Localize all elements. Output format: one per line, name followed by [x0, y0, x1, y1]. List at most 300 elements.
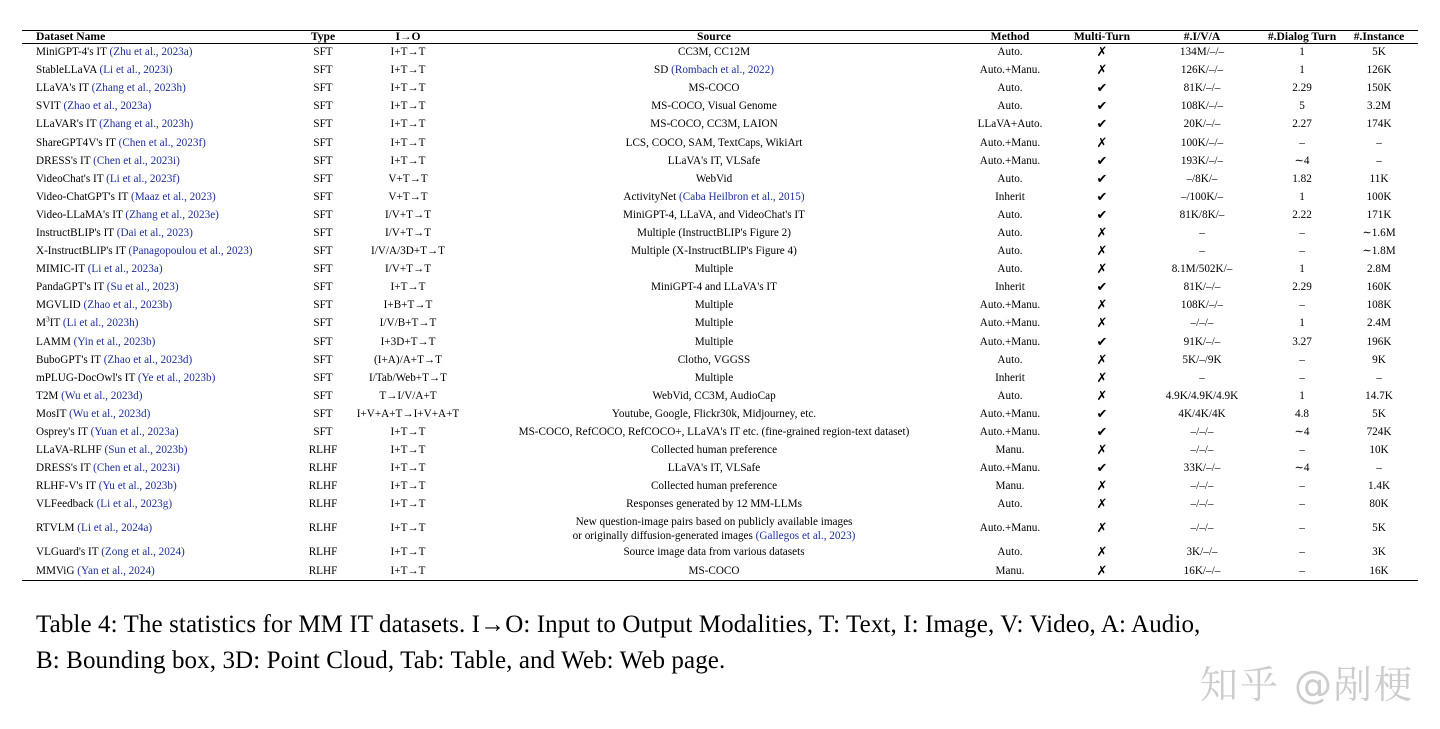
cell-io-modality: I/V+T→T — [384, 226, 432, 239]
cell-source: LCS, COCO, SAM, TextCaps, WikiArt — [625, 136, 803, 149]
dataset-name-text: LLaVA's IT — [36, 82, 89, 95]
column-header-multi-turn: Multi-Turn — [1073, 30, 1131, 43]
cell-source: LLaVA's IT, VLSafe — [667, 154, 761, 167]
source-line-1: New question-image pairs based on publicly available images — [575, 516, 853, 529]
cell-multi-turn — [1056, 134, 1148, 152]
table-row — [22, 279, 1418, 297]
cell-method: Auto.+Manu. — [979, 299, 1041, 312]
dataset-citation[interactable]: (Zhang et al., 2023h) — [99, 118, 194, 131]
cell-io-modality: I+T→T — [390, 546, 426, 559]
dataset-name-text: VLFeedback — [36, 498, 94, 511]
cross-icon: ✗ — [1096, 497, 1108, 513]
dataset-name-text: Video-LLaMA's IT — [36, 208, 123, 221]
cell-instance-count: 9K — [1372, 353, 1386, 366]
cell-method: Manu. — [995, 564, 1025, 577]
cell-iva-count: 91K/–/– — [1183, 335, 1221, 348]
dataset-name-text: RLHF-V's IT — [36, 480, 96, 493]
source-citation[interactable]: (Caba Heilbron et al., 2015) — [679, 190, 805, 203]
cell-source: ActivityNet (Caba Heilbron et al., 2015) — [623, 190, 805, 203]
dataset-name-text: ShareGPT4V's IT — [36, 136, 116, 149]
cell-dataset-name — [22, 62, 294, 80]
cell-multi-turn — [1056, 152, 1148, 170]
cell-source: Responses generated by 12 MM-LLMs — [626, 498, 802, 511]
table-row — [22, 134, 1418, 152]
cross-icon: ✗ — [1096, 388, 1108, 404]
cell-type: SFT — [313, 82, 333, 95]
cell-type: SFT — [313, 299, 333, 312]
dataset-name-text: SVIT — [36, 100, 61, 113]
cell-instance-count: 108K — [1366, 299, 1392, 312]
cell-method: Manu. — [995, 480, 1025, 493]
cell-multi-turn — [1056, 424, 1148, 442]
cell-type: SFT — [313, 190, 333, 203]
dataset-citation[interactable]: (Zhao et al., 2023b) — [83, 299, 173, 312]
cell-instance-count: 174K — [1366, 118, 1392, 131]
cell-iva-count: –/–/– — [1190, 498, 1214, 511]
cell-iva-count: – — [1199, 371, 1205, 384]
cell-dialog-turn: 2.27 — [1292, 118, 1312, 131]
cell-dataset-name — [22, 544, 294, 562]
cell-iva-count: 4.9K/4.9K/4.9K — [1165, 389, 1239, 402]
cell-source: MS-COCO — [688, 82, 740, 95]
table-caption — [36, 607, 1408, 678]
cell-method: Auto.+Manu. — [979, 64, 1041, 77]
cell-source: Multiple — [694, 371, 734, 384]
cell-source — [464, 514, 964, 544]
cell-method: Auto.+Manu. — [979, 154, 1041, 167]
table-row — [22, 405, 1418, 423]
cell-dialog-turn: – — [1299, 371, 1305, 384]
table-row — [22, 544, 1418, 562]
cell-instance-count: – — [1376, 154, 1382, 167]
column-header-dialog-turn: #.Dialog Turn — [1267, 30, 1337, 43]
cell-dataset-name — [22, 514, 294, 544]
dataset-citation[interactable]: (Panagopoulou et al., 2023) — [128, 245, 253, 258]
table-row — [22, 225, 1418, 243]
cell-iva-count: –/8K/– — [1186, 172, 1218, 185]
cell-dataset-name — [22, 279, 294, 297]
check-icon: ✔ — [1096, 117, 1108, 133]
dataset-citation[interactable]: (Li et al., 2023g) — [96, 498, 173, 511]
cell-source: Multiple (InstructBLIP's Figure 2) — [637, 226, 791, 239]
cell-method: Auto. — [997, 498, 1023, 511]
check-icon: ✔ — [1096, 207, 1108, 223]
table-row — [22, 351, 1418, 369]
cell-dataset-name — [22, 206, 294, 224]
cell-dataset-name — [22, 387, 294, 405]
cell-instance-count: 160K — [1366, 281, 1392, 294]
cell-iva-count: 16K/–/– — [1183, 564, 1221, 577]
check-icon: ✔ — [1096, 461, 1108, 477]
dataset-name-text: VideoChat's IT — [36, 172, 104, 185]
cell-dialog-turn: – — [1299, 546, 1305, 559]
cell-dialog-turn: 1.82 — [1292, 172, 1312, 185]
cell-source: MS-COCO, Visual Genome — [651, 100, 777, 113]
cell-iva-count: –/–/– — [1190, 444, 1214, 457]
cell-multi-turn — [1056, 460, 1148, 478]
cell-source: Youtube, Google, Flickr30k, Midjourney, etc. — [611, 407, 817, 420]
cell-type: SFT — [313, 172, 333, 185]
cell-source: Collected human preference — [650, 444, 778, 457]
cell-type: SFT — [313, 208, 333, 221]
dataset-citation[interactable]: (Chen et al., 2023i) — [93, 462, 180, 475]
table-row — [22, 478, 1418, 496]
cell-type: SFT — [313, 371, 333, 384]
cell-instance-count: 150K — [1366, 82, 1392, 95]
cell-dialog-turn: ∼4 — [1294, 462, 1310, 475]
table-row — [22, 152, 1418, 170]
cell-instance-count: 724K — [1366, 426, 1392, 438]
dataset-citation[interactable]: (Zhu et al., 2023a) — [109, 46, 193, 59]
dataset-citation[interactable]: (Zhao et al., 2023d) — [103, 353, 193, 366]
cell-method: Auto. — [997, 263, 1023, 276]
dataset-citation[interactable]: (Ye et al., 2023b) — [137, 371, 216, 384]
cell-source: MiniGPT-4, LLaVA, and VideoChat's IT — [623, 208, 805, 221]
cell-source: MiniGPT-4 and LLaVA's IT — [650, 281, 777, 294]
cell-io-modality: I+T→T — [390, 426, 426, 438]
cell-source: LLaVA's IT, VLSafe — [667, 462, 761, 475]
cell-source: Collected human preference — [650, 480, 778, 493]
cell-dataset-name — [22, 225, 294, 243]
table-row — [22, 243, 1418, 261]
cell-io-modality: V+T→T — [388, 190, 428, 203]
cell-iva-count: 4K/4K/4K — [1178, 407, 1226, 420]
dataset-citation[interactable]: (Zhang et al., 2023e) — [125, 208, 219, 221]
cell-method: Auto.+Manu. — [979, 335, 1041, 348]
dataset-citation[interactable]: (Zhang et al., 2023h) — [91, 82, 186, 95]
column-header-type: Type — [310, 30, 336, 43]
cell-dialog-turn: – — [1299, 444, 1305, 457]
cell-multi-turn — [1056, 297, 1148, 315]
cell-dataset-name — [22, 369, 294, 387]
table-row — [22, 62, 1418, 80]
cell-source: CC3M, CC12M — [677, 46, 751, 59]
table-row — [22, 424, 1418, 442]
cell-source: SD (Rombach et al., 2022) — [654, 64, 774, 77]
cell-io-modality: I+T→T — [390, 498, 426, 511]
cell-dialog-turn: ∼4 — [1294, 154, 1310, 167]
cell-io-modality: I+T→T — [390, 136, 426, 149]
cell-dialog-turn: 1 — [1299, 263, 1305, 276]
cell-source: Multiple (X-InstructBLIP's Figure 4) — [631, 245, 797, 258]
dataset-name-text: LAMM — [36, 335, 71, 348]
cell-iva-count: 81K/8K/– — [1179, 208, 1225, 221]
table-row — [22, 297, 1418, 315]
cell-method: Auto. — [997, 172, 1023, 185]
check-icon: ✔ — [1096, 280, 1108, 296]
dataset-citation[interactable]: (Yan et al., 2024) — [77, 564, 155, 577]
cross-icon: ✗ — [1096, 563, 1108, 579]
table-row — [22, 44, 1418, 62]
dataset-name-text: MiniGPT-4's IT — [36, 46, 107, 59]
cell-type: RLHF — [308, 444, 338, 457]
dataset-citation[interactable]: (Li et al., 2023h) — [62, 317, 139, 330]
cell-multi-turn — [1056, 243, 1148, 261]
cell-type: SFT — [313, 100, 333, 113]
cell-dialog-turn: 2.29 — [1292, 82, 1312, 95]
cell-instance-count: 3K — [1372, 546, 1386, 559]
cell-iva-count: 193K/–/– — [1180, 154, 1224, 167]
caption-line-1: Table 4: The statistics for MM IT datasets. I→O: Input to Output Modalities, T: Text, I: Image, V: Video, A: Audio, — [36, 611, 1201, 639]
cell-dataset-name — [22, 170, 294, 188]
cell-method: Auto. — [997, 46, 1023, 59]
cross-icon: ✗ — [1096, 298, 1108, 314]
cell-multi-turn — [1056, 351, 1148, 369]
cell-dataset-name — [22, 562, 294, 581]
cell-dialog-turn: – — [1299, 353, 1305, 366]
dataset-name-text: MIMIC-IT — [36, 263, 85, 276]
cell-io-modality: I/V/A/3D+T→T — [370, 245, 446, 258]
cell-io-modality: I/Tab/Web+T→T — [369, 371, 447, 384]
dataset-name-text: X-InstructBLIP's IT — [36, 245, 126, 258]
cell-method: Auto.+Manu. — [979, 317, 1041, 330]
dataset-citation[interactable]: (Li et al., 2023a) — [87, 263, 163, 276]
cell-iva-count: 134M/–/– — [1179, 46, 1225, 59]
check-icon: ✔ — [1096, 334, 1108, 350]
cell-dataset-name — [22, 405, 294, 423]
cell-io-modality: I/V/B+T→T — [379, 317, 437, 330]
cell-io-modality: I+T→T — [390, 100, 426, 113]
cell-iva-count: 33K/–/– — [1183, 462, 1221, 475]
cell-source: Source image data from various datasets — [623, 546, 805, 559]
dataset-citation[interactable]: (Li et al., 2023f) — [106, 172, 180, 185]
cell-type: SFT — [313, 389, 333, 402]
cell-multi-turn — [1056, 261, 1148, 279]
cell-io-modality: I+3D+T→T — [380, 335, 436, 348]
cell-iva-count: – — [1199, 226, 1205, 239]
cross-icon: ✗ — [1096, 45, 1108, 61]
dataset-name-text: DRESS's IT — [36, 462, 91, 475]
dataset-name-text: MGVLID — [36, 299, 81, 312]
cell-io-modality: I+T→T — [390, 462, 426, 475]
cell-multi-turn — [1056, 369, 1148, 387]
header-row — [22, 31, 1418, 43]
cell-type: SFT — [313, 226, 333, 239]
cell-dialog-turn: ∼4 — [1294, 426, 1310, 438]
cross-icon: ✗ — [1096, 225, 1108, 241]
cell-io-modality: I+T→T — [390, 154, 426, 167]
dataset-citation[interactable]: (Zong et al., 2024) — [101, 546, 185, 559]
cell-method: Auto. — [997, 353, 1023, 366]
cell-method: Inherit — [995, 371, 1025, 384]
cell-instance-count: 5K — [1372, 407, 1386, 420]
dataset-name-text: LLaVAR's IT — [36, 118, 97, 131]
check-icon: ✔ — [1096, 425, 1108, 440]
table-row — [22, 261, 1418, 279]
cross-icon: ✗ — [1096, 352, 1108, 368]
cell-instance-count: 11K — [1369, 172, 1389, 185]
dataset-citation[interactable]: (Yu et al., 2023b) — [98, 480, 177, 493]
cell-type: SFT — [313, 317, 333, 330]
cross-icon: ✗ — [1096, 262, 1108, 278]
cell-instance-count: – — [1376, 462, 1382, 475]
column-header-method: Method — [990, 30, 1030, 43]
check-icon: ✔ — [1096, 406, 1108, 422]
bottom-rule — [22, 581, 1418, 582]
cell-dataset-name — [22, 460, 294, 478]
cross-icon: ✗ — [1096, 135, 1108, 151]
dataset-citation[interactable]: (Wu et al., 2023d) — [61, 389, 143, 402]
cross-icon: ✗ — [1096, 443, 1108, 459]
cell-instance-count: 1.4K — [1367, 480, 1391, 493]
dataset-name-text: Osprey's IT — [36, 426, 88, 438]
dataset-citation[interactable]: (Maaz et al., 2023) — [130, 190, 216, 203]
cell-multi-turn — [1056, 315, 1148, 333]
cell-source: Multiple — [694, 335, 734, 348]
table-row — [22, 442, 1418, 460]
cell-type: SFT — [313, 353, 333, 366]
cell-multi-turn — [1056, 496, 1148, 514]
cell-method: Auto. — [997, 208, 1023, 221]
table-row — [22, 387, 1418, 405]
cell-dialog-turn: – — [1299, 480, 1305, 493]
cell-method: Auto. — [997, 546, 1023, 559]
cell-method: Auto. — [997, 100, 1023, 113]
cell-dialog-turn: – — [1299, 522, 1305, 535]
cell-iva-count: 81K/–/– — [1183, 281, 1221, 294]
dataset-citation[interactable]: (Wu et al., 2023d) — [69, 407, 151, 420]
cell-iva-count: 3K/–/– — [1186, 546, 1218, 559]
cell-type: SFT — [313, 426, 333, 438]
watermark: 知乎 @剐梗 — [1199, 663, 1414, 707]
table-header — [22, 31, 1418, 44]
cell-instance-count: ∼1.6M — [1362, 226, 1396, 239]
cell-dialog-turn: 3.27 — [1292, 335, 1312, 348]
cell-source: Clotho, VGGSS — [677, 353, 751, 366]
dataset-citation[interactable]: (Yuan et al., 2023a) — [90, 426, 179, 438]
cell-instance-count: 100K — [1366, 190, 1392, 203]
cell-type: SFT — [313, 154, 333, 167]
cell-dataset-name — [22, 297, 294, 315]
dataset-citation[interactable]: (Li et al., 2023i) — [99, 64, 173, 77]
cell-dialog-turn: – — [1299, 299, 1305, 312]
cross-icon: ✗ — [1096, 244, 1108, 260]
cell-type: SFT — [313, 263, 333, 276]
cell-multi-turn — [1056, 279, 1148, 297]
cell-instance-count: 5K — [1372, 522, 1386, 535]
cell-dialog-turn: 5 — [1299, 100, 1305, 113]
cell-dataset-name — [22, 315, 294, 333]
table-row — [22, 170, 1418, 188]
cell-dialog-turn: – — [1299, 136, 1305, 149]
cell-iva-count: –/100K/– — [1180, 190, 1224, 203]
cell-type: RLHF — [308, 498, 338, 511]
cell-iva-count: –/–/– — [1190, 426, 1214, 438]
cell-method: Inherit — [995, 190, 1025, 203]
cell-multi-turn — [1056, 206, 1148, 224]
cell-dataset-name — [22, 44, 294, 62]
cell-dataset-name — [22, 243, 294, 261]
cell-method: Auto.+Manu. — [979, 426, 1041, 438]
cell-io-modality: I+T→T — [390, 281, 426, 294]
cell-multi-turn — [1056, 225, 1148, 243]
cell-type: SFT — [313, 245, 333, 258]
dataset-citation[interactable]: (Sun et al., 2023b) — [104, 444, 188, 457]
cell-iva-count: –/–/– — [1190, 480, 1214, 493]
cell-type: SFT — [313, 407, 333, 420]
cell-io-modality: I+V+A+T→I+V+A+T — [356, 407, 460, 420]
cell-multi-turn — [1056, 514, 1148, 544]
column-header-instance: #.Instance — [1353, 30, 1405, 43]
cell-source: MS-COCO, CC3M, LAION — [650, 118, 778, 131]
cell-method: Inherit — [995, 281, 1025, 294]
dataset-citation[interactable]: (Yin et al., 2023b) — [73, 335, 156, 348]
cell-method: Auto. — [997, 82, 1023, 95]
cell-dataset-name — [22, 351, 294, 369]
cell-multi-turn — [1056, 478, 1148, 496]
cell-dataset-name — [22, 152, 294, 170]
check-icon: ✔ — [1096, 99, 1108, 115]
cell-type: SFT — [313, 335, 333, 348]
cross-icon: ✗ — [1096, 63, 1108, 79]
cell-iva-count: 81K/–/– — [1183, 82, 1221, 95]
cell-multi-turn — [1056, 405, 1148, 423]
cross-icon: ✗ — [1096, 370, 1108, 386]
cell-dialog-turn: 1 — [1299, 64, 1305, 77]
cell-source: WebVid — [695, 172, 733, 185]
dataset-citation[interactable]: (Zhao et al., 2023a) — [63, 100, 152, 113]
dataset-name-text: mPLUG-DocOwl's IT — [36, 371, 136, 384]
cell-dataset-name — [22, 261, 294, 279]
cell-instance-count: – — [1376, 136, 1382, 149]
cell-method: Auto.+Manu. — [979, 407, 1041, 420]
cell-io-modality: I+B+T→T — [383, 299, 433, 312]
cell-iva-count: 126K/–/– — [1180, 64, 1224, 77]
dataset-name-text: LLaVA-RLHF — [36, 444, 102, 457]
table-footer — [22, 581, 1418, 582]
check-icon: ✔ — [1096, 189, 1108, 205]
cell-type: RLHF — [308, 564, 338, 577]
cell-io-modality: I+T→T — [390, 82, 426, 95]
cell-dialog-turn: 1 — [1299, 317, 1305, 330]
source-citation[interactable]: (Gallegos et al., 2023) — [755, 530, 856, 543]
table-row — [22, 188, 1418, 206]
cell-dataset-name — [22, 134, 294, 152]
cell-instance-count: 14.7K — [1365, 389, 1393, 402]
dataset-name-text: VLGuard's IT — [36, 546, 99, 559]
cell-source: MS-COCO — [688, 564, 740, 577]
cell-instance-count: 2.8M — [1367, 263, 1391, 276]
dataset-citation[interactable]: (Chen et al., 2023f) — [118, 136, 206, 149]
cell-dataset-name — [22, 424, 294, 442]
dataset-citation[interactable]: (Su et al., 2023) — [106, 281, 179, 294]
dataset-citation[interactable]: (Dai et al., 2023) — [116, 226, 193, 239]
cell-multi-turn — [1056, 562, 1148, 581]
dataset-citation[interactable]: (Li et al., 2024a) — [77, 522, 153, 535]
cross-icon: ✗ — [1096, 545, 1108, 561]
cell-iva-count: 20K/–/– — [1183, 118, 1221, 131]
cell-instance-count: 80K — [1369, 498, 1389, 511]
table-row — [22, 562, 1418, 581]
table-row — [22, 514, 1418, 544]
table-row — [22, 98, 1418, 116]
cell-io-modality: (I+A)/A+T→T — [374, 353, 442, 366]
cell-dataset-name — [22, 80, 294, 98]
cell-multi-turn — [1056, 333, 1148, 351]
check-icon: ✔ — [1096, 153, 1108, 169]
cell-multi-turn — [1056, 188, 1148, 206]
cell-instance-count: 10K — [1369, 444, 1389, 457]
cell-dialog-turn: 4.8 — [1295, 407, 1309, 420]
cell-dialog-turn: 2.22 — [1292, 208, 1312, 221]
cell-iva-count: 108K/–/– — [1180, 100, 1224, 113]
cross-icon: ✗ — [1096, 521, 1108, 537]
cell-io-modality: I+T→T — [390, 564, 426, 577]
source-citation[interactable]: (Rombach et al., 2022) — [671, 64, 774, 77]
cross-icon: ✗ — [1096, 316, 1108, 332]
cell-iva-count: – — [1199, 245, 1205, 258]
dataset-citation[interactable]: (Chen et al., 2023i) — [93, 154, 180, 167]
